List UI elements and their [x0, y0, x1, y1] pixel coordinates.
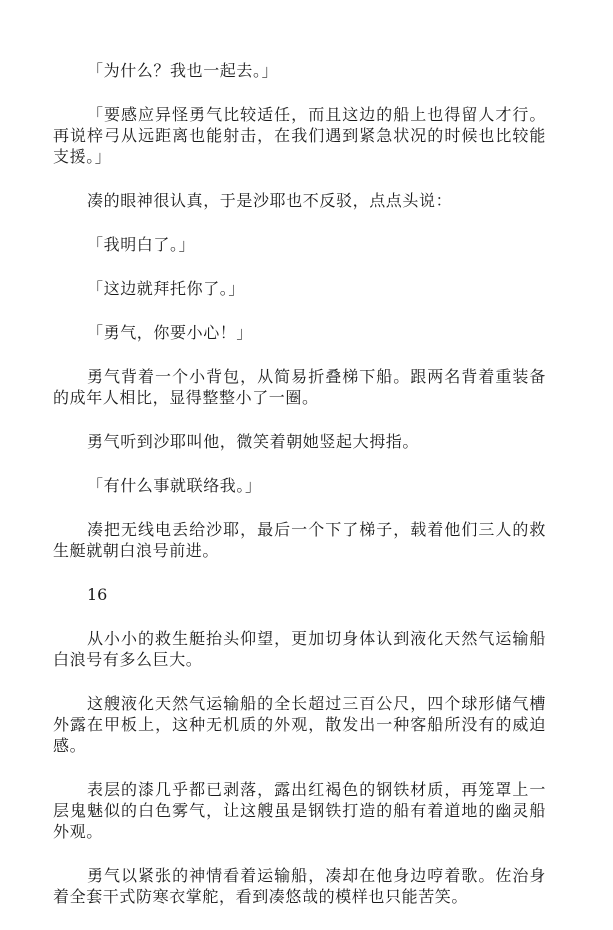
narration-paragraph: 从小小的救生艇抬头仰望，更加切身体认到液化天然气运输船白浪号有多么巨大。 [53, 629, 546, 669]
section-number: 16 [87, 585, 108, 604]
narration-paragraph: 勇气背着一个小背包，从简易折叠梯下船。跟两名背着重装备的成年人相比，显得整整小了一圈。 [53, 367, 546, 407]
narration-paragraph: 勇气以紧张的神情看着运输船，凑却在他身边哼着歌。佐治身着全套干式防寒衣掌舵，看到凑悠哉的模样也只能苦笑。 [53, 866, 546, 906]
narration-paragraph: 凑的眼神很认真，于是沙耶也不反驳，点点头说： [87, 191, 453, 210]
dialogue-paragraph: 「要感应异怪勇气比较适任，而且这边的船上也得留人才行。再说梓弓从远距离也能射击，在我们遇到紧急状况的时候也比较能支援。」 [53, 105, 546, 166]
narration-paragraph: 表层的漆几乎都已剥落，露出红褐色的钢铁材质，再笼罩上一层鬼魅似的白色雾气，让这艘虽是钢铁打造的船有着道地的幽灵船外观。 [53, 780, 546, 841]
dialogue-paragraph: 「为什么？我也一起去。」 [87, 61, 279, 80]
dialogue-paragraph: 「勇气，你要小心！」 [87, 323, 254, 342]
dialogue-paragraph: 「我明白了。」 [87, 235, 196, 254]
narration-paragraph: 凑把无线电丢给沙耶，最后一个下了梯子，载着他们三人的救生艇就朝白浪号前进。 [53, 520, 546, 560]
narration-paragraph: 勇气听到沙耶叫他，微笑着朝她竖起大拇指。 [87, 432, 420, 451]
document-page [53, 60, 546, 930]
narration-paragraph: 这艘液化天然气运输船的全长超过三百公尺，四个球形储气槽外露在甲板上，这种无机质的外观，散发出一种客船所没有的威迫感。 [53, 694, 546, 755]
dialogue-paragraph: 「这边就拜托你了。」 [87, 279, 246, 298]
dialogue-paragraph: 「有什么事就联络我。」 [87, 476, 262, 495]
